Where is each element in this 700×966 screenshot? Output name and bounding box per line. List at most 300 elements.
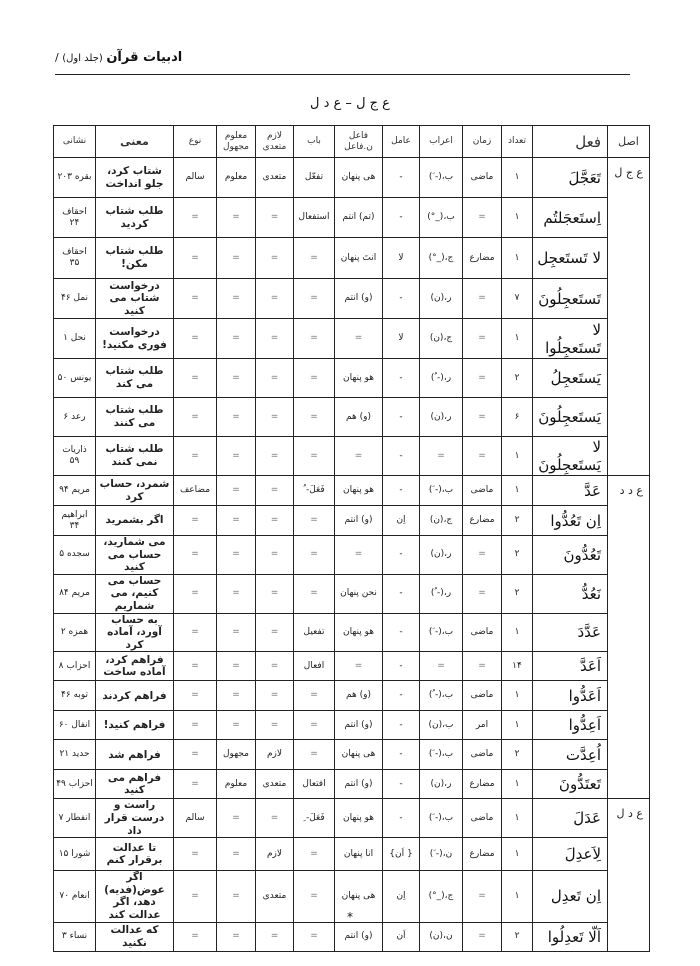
voice-cell: =: [217, 198, 256, 238]
root-cell: ع د ل: [608, 799, 650, 951]
amil-cell: -: [383, 574, 420, 613]
root-cell: ع د د: [608, 476, 650, 799]
voice-cell: =: [217, 681, 256, 711]
meaning-cell: شمرد، حساب کرد: [96, 476, 174, 506]
amil-cell: -: [383, 770, 420, 799]
form-cell: =: [294, 279, 335, 319]
count-cell: ۱: [502, 437, 533, 476]
transitivity-cell: متعدی: [256, 770, 294, 799]
form-cell: افتعال: [294, 770, 335, 799]
voice-cell: =: [217, 359, 256, 398]
count-cell: ۱: [502, 799, 533, 838]
irab-cell: ر،(- ُ): [420, 574, 463, 613]
meaning-cell: طلب شتاب می کنند: [96, 398, 174, 437]
type-cell: مضاعف: [174, 476, 217, 506]
type-cell: =: [174, 871, 217, 922]
reference-cell: همزه ۲: [54, 613, 96, 652]
table-row: [54, 770, 650, 799]
meaning-cell: فراهم کرد، آماده ساخت: [96, 652, 174, 681]
type-cell: =: [174, 652, 217, 681]
col-header-root: اصل: [608, 126, 650, 158]
section-title: ع ج ل – ع د ل: [310, 96, 390, 111]
voice-cell: مجهول: [217, 740, 256, 770]
irab-cell: ن،(ن): [420, 922, 463, 951]
voice-cell: =: [217, 652, 256, 681]
transitivity-cell: =: [256, 238, 294, 279]
count-cell: ۱: [502, 613, 533, 652]
col-header-form: باب: [294, 126, 335, 158]
tense-cell: =: [463, 536, 502, 575]
transitivity-cell: =: [256, 652, 294, 681]
verb-cell: تَعَجَّلَ: [533, 158, 608, 198]
form-cell: استفعال: [294, 198, 335, 238]
table-row: [54, 506, 650, 536]
col-header-voice: معلوم مجهول: [217, 126, 256, 158]
amil-cell: -: [383, 279, 420, 319]
tense-cell: مضارع: [463, 838, 502, 871]
transitivity-cell: =: [256, 506, 294, 536]
verb-cell: لا یَستَعجِلُونَ: [533, 437, 608, 476]
subject-cell: هو پنهان: [335, 359, 383, 398]
verb-cell: تَعتَدُّونَ: [533, 770, 608, 799]
transitivity-cell: لازم: [256, 740, 294, 770]
table-row: [54, 711, 650, 740]
reference-cell: انعام ۷۰: [54, 871, 96, 922]
transitivity-cell: =: [256, 799, 294, 838]
voice-cell: =: [217, 398, 256, 437]
transitivity-cell: =: [256, 319, 294, 359]
table-row: [54, 398, 650, 437]
verb-analysis-table: [53, 125, 650, 952]
count-cell: ۱: [502, 711, 533, 740]
subject-cell: (و) انتم: [335, 279, 383, 319]
subject-cell: هی پنهان: [335, 158, 383, 198]
page-separator: /: [55, 51, 59, 64]
irab-cell: ب،(- َ): [420, 158, 463, 198]
transitivity-cell: =: [256, 437, 294, 476]
voice-cell: =: [217, 506, 256, 536]
amil-cell: -: [383, 740, 420, 770]
count-cell: ۱: [502, 476, 533, 506]
tense-cell: مضارع: [463, 238, 502, 279]
amil-cell: -: [383, 711, 420, 740]
subject-cell: (و) انتم: [335, 506, 383, 536]
type-cell: =: [174, 536, 217, 575]
count-cell: ۱: [502, 871, 533, 922]
reference-cell: ابراهیم ۳۴: [54, 506, 96, 536]
amil-cell: لا: [383, 238, 420, 279]
book-title: ادبیات قرآن: [106, 50, 183, 65]
meaning-cell: فراهم کردند: [96, 681, 174, 711]
tense-cell: =: [463, 319, 502, 359]
count-cell: ۱: [502, 198, 533, 238]
subject-cell: (و) هم: [335, 681, 383, 711]
voice-cell: معلوم: [217, 770, 256, 799]
root-cell: ع ج ل: [608, 158, 650, 476]
verb-cell: نَعُدُّ: [533, 574, 608, 613]
type-cell: سالم: [174, 158, 217, 198]
transitivity-cell: لازم: [256, 838, 294, 871]
table-row: [54, 198, 650, 238]
footer-asterisk: *: [347, 910, 353, 924]
type-cell: =: [174, 506, 217, 536]
voice-cell: =: [217, 279, 256, 319]
reference-cell: احزاب ۴۹: [54, 770, 96, 799]
amil-cell: -: [383, 158, 420, 198]
subject-cell: هو پنهان: [335, 613, 383, 652]
form-cell: =: [294, 359, 335, 398]
col-header-reference: نشانی: [54, 126, 96, 158]
form-cell: =: [294, 319, 335, 359]
verb-cell: اَعَدَّ: [533, 652, 608, 681]
type-cell: =: [174, 681, 217, 711]
count-cell: ۱: [502, 238, 533, 279]
voice-cell: =: [217, 574, 256, 613]
subject-cell: انا پنهان: [335, 838, 383, 871]
count-cell: ۶: [502, 398, 533, 437]
tense-cell: =: [463, 279, 502, 319]
irab-cell: ج،(_°): [420, 871, 463, 922]
count-cell: ۲: [502, 359, 533, 398]
verb-cell: اِن تَعُدُّوا: [533, 506, 608, 536]
form-cell: افعال: [294, 652, 335, 681]
form-cell: =: [294, 922, 335, 951]
col-header-type: نوع: [174, 126, 217, 158]
irab-cell: ر،(ن): [420, 398, 463, 437]
amil-cell: اَن: [383, 922, 420, 951]
reference-cell: توبه ۴۶: [54, 681, 96, 711]
meaning-cell: می شمارید، حساب می کنید: [96, 536, 174, 575]
amil-cell: -: [383, 476, 420, 506]
type-cell: =: [174, 711, 217, 740]
col-header-transitivity: لازم متعدی: [256, 126, 294, 158]
meaning-cell: که عدالت نکنید: [96, 922, 174, 951]
type-cell: =: [174, 198, 217, 238]
amil-cell: لا: [383, 319, 420, 359]
reference-cell: احقاف ۳۵: [54, 238, 96, 279]
table-row: [54, 681, 650, 711]
form-cell: =: [294, 740, 335, 770]
voice-cell: =: [217, 799, 256, 838]
verb-cell: لِاَعدِلَ: [533, 838, 608, 871]
reference-cell: شورا ۱۵: [54, 838, 96, 871]
tense-cell: =: [463, 574, 502, 613]
col-header-meaning: معنی: [96, 126, 174, 158]
table-header-row: [54, 126, 650, 158]
table-row: [54, 613, 650, 652]
table-row: [54, 238, 650, 279]
irab-cell: ر،(- ُ): [420, 359, 463, 398]
voice-cell: =: [217, 238, 256, 279]
reference-cell: سجده ۵: [54, 536, 96, 575]
transitivity-cell: =: [256, 536, 294, 575]
irab-cell: ج،(_°): [420, 238, 463, 279]
amil-cell: -: [383, 652, 420, 681]
form-cell: تفعیل: [294, 613, 335, 652]
voice-cell: معلوم: [217, 158, 256, 198]
amil-cell: -: [383, 437, 420, 476]
reference-cell: حدید ۲۱: [54, 740, 96, 770]
table-row: [54, 319, 650, 359]
reference-cell: احزاب ۸: [54, 652, 96, 681]
meaning-cell: طلب شتاب کردید: [96, 198, 174, 238]
meaning-cell: درخواست فوری مکنید!: [96, 319, 174, 359]
count-cell: ۲: [502, 740, 533, 770]
amil-cell: { اَن}: [383, 838, 420, 871]
form-cell: =: [294, 398, 335, 437]
volume-label: (جلد اول): [62, 53, 103, 64]
form-cell: تفعّل: [294, 158, 335, 198]
verb-cell: تَعُدُّونَ: [533, 536, 608, 575]
form-cell: =: [294, 506, 335, 536]
form-cell: =: [294, 574, 335, 613]
form-cell: =: [294, 711, 335, 740]
tense-cell: =: [463, 871, 502, 922]
count-cell: ۱: [502, 838, 533, 871]
tense-cell: امر: [463, 711, 502, 740]
irab-cell: ر،(ن): [420, 279, 463, 319]
voice-cell: =: [217, 711, 256, 740]
irab-cell: ب،(- َ): [420, 613, 463, 652]
amil-cell: -: [383, 799, 420, 838]
type-cell: =: [174, 398, 217, 437]
tense-cell: =: [463, 359, 502, 398]
irab-cell: ن،(- َ): [420, 838, 463, 871]
tense-cell: مضارع: [463, 770, 502, 799]
voice-cell: =: [217, 922, 256, 951]
meaning-cell: فراهم می کنید: [96, 770, 174, 799]
col-header-irab: اعراب: [420, 126, 463, 158]
irab-cell: =: [420, 652, 463, 681]
reference-cell: نساء ۳: [54, 922, 96, 951]
count-cell: ۲: [502, 574, 533, 613]
verb-cell: تَستَعجِلُونَ: [533, 279, 608, 319]
transitivity-cell: متعدی: [256, 871, 294, 922]
table-row: [54, 437, 650, 476]
irab-cell: ب،(- ُ): [420, 681, 463, 711]
count-cell: ۲: [502, 506, 533, 536]
verb-cell: یَستَعجِلُونَ: [533, 398, 608, 437]
subject-cell: هی پنهان: [335, 871, 383, 922]
table-row: [54, 279, 650, 319]
table-row: [54, 536, 650, 575]
verb-cell: لا تَستَعجِلُوا: [533, 319, 608, 359]
irab-cell: =: [420, 437, 463, 476]
table-row: [54, 740, 650, 770]
count-cell: ۱: [502, 770, 533, 799]
table-row: [54, 574, 650, 613]
col-header-subject: فاعل ن.فاعل: [335, 126, 383, 158]
col-header-verb: فعل: [533, 126, 608, 158]
verb-cell: اِن تَعدِل: [533, 871, 608, 922]
form-cell: =: [294, 681, 335, 711]
transitivity-cell: =: [256, 198, 294, 238]
type-cell: =: [174, 437, 217, 476]
irab-cell: ر،(ن): [420, 770, 463, 799]
reference-cell: ذاریات ۵۹: [54, 437, 96, 476]
type-cell: =: [174, 770, 217, 799]
subject-cell: انتَ پنهان: [335, 238, 383, 279]
tense-cell: =: [463, 652, 502, 681]
meaning-cell: فراهم کنید!: [96, 711, 174, 740]
subject-cell: هو پنهان: [335, 799, 383, 838]
transitivity-cell: =: [256, 476, 294, 506]
count-cell: ۲: [502, 922, 533, 951]
voice-cell: =: [217, 871, 256, 922]
subject-cell: نحن پنهان: [335, 574, 383, 613]
subject-cell: (و) انتم: [335, 711, 383, 740]
count-cell: ۱۴: [502, 652, 533, 681]
tense-cell: =: [463, 922, 502, 951]
transitivity-cell: =: [256, 574, 294, 613]
count-cell: ۱: [502, 158, 533, 198]
type-cell: =: [174, 838, 217, 871]
transitivity-cell: =: [256, 359, 294, 398]
subject-cell: =: [335, 437, 383, 476]
reference-cell: نحل ۱: [54, 319, 96, 359]
transitivity-cell: =: [256, 711, 294, 740]
subject-cell: (و) انتم: [335, 770, 383, 799]
col-header-tense: زمان: [463, 126, 502, 158]
verb-cell: یَستَعجِلُ: [533, 359, 608, 398]
amil-cell: اِن: [383, 871, 420, 922]
type-cell: =: [174, 613, 217, 652]
tense-cell: مضارع: [463, 506, 502, 536]
subject-cell: =: [335, 536, 383, 575]
verb-cell: اَلّا تَعدِلُوا: [533, 922, 608, 951]
tense-cell: =: [463, 398, 502, 437]
table-row: [54, 158, 650, 198]
meaning-cell: تا عدالت برقرار کنم: [96, 838, 174, 871]
form-cell: فَعَلَ- ِ: [294, 799, 335, 838]
count-cell: ۷: [502, 279, 533, 319]
irab-cell: ر،(ن): [420, 536, 463, 575]
reference-cell: مریم ۹۴: [54, 476, 96, 506]
col-header-amil: عامل: [383, 126, 420, 158]
form-cell: =: [294, 838, 335, 871]
amil-cell: -: [383, 198, 420, 238]
irab-cell: ب،(- َ): [420, 799, 463, 838]
reference-cell: یونس ۵۰: [54, 359, 96, 398]
type-cell: =: [174, 574, 217, 613]
tense-cell: =: [463, 437, 502, 476]
irab-cell: ب،(- َ): [420, 476, 463, 506]
form-cell: =: [294, 437, 335, 476]
voice-cell: =: [217, 838, 256, 871]
form-cell: فَعَلَ- ُ: [294, 476, 335, 506]
table-row: [54, 799, 650, 838]
meaning-cell: راست و درست قرار داد: [96, 799, 174, 838]
subject-cell: هی پنهان: [335, 740, 383, 770]
tense-cell: ماضی: [463, 799, 502, 838]
table-row: [54, 652, 650, 681]
subject-cell: (و) هم: [335, 398, 383, 437]
meaning-cell: طلب شتاب می کند: [96, 359, 174, 398]
tense-cell: ماضی: [463, 740, 502, 770]
meaning-cell: اگر بشمرید: [96, 506, 174, 536]
type-cell: =: [174, 238, 217, 279]
meaning-cell: اگر عوض(فدیه) دهد، اگر عدالت کند: [96, 871, 174, 922]
type-cell: =: [174, 740, 217, 770]
verb-cell: عَدَّدَ: [533, 613, 608, 652]
count-cell: ۲: [502, 536, 533, 575]
type-cell: سالم: [174, 799, 217, 838]
transitivity-cell: =: [256, 279, 294, 319]
voice-cell: =: [217, 476, 256, 506]
irab-cell: ب،(ن): [420, 711, 463, 740]
table-row: [54, 838, 650, 871]
reference-cell: مریم ۸۴: [54, 574, 96, 613]
reference-cell: انفال ۶۰: [54, 711, 96, 740]
reference-cell: بقره ۲۰۳: [54, 158, 96, 198]
verb-cell: اَعِدُّوا: [533, 711, 608, 740]
meaning-cell: طلب شتاب مکن!: [96, 238, 174, 279]
voice-cell: =: [217, 536, 256, 575]
tense-cell: ماضی: [463, 158, 502, 198]
amil-cell: -: [383, 681, 420, 711]
irab-cell: ب،(- َ): [420, 740, 463, 770]
subject-cell: =: [335, 652, 383, 681]
running-head: [55, 50, 182, 65]
reference-cell: احقاف ۲۴: [54, 198, 96, 238]
table-row: [54, 359, 650, 398]
verb-cell: لا تَستَعجِل: [533, 238, 608, 279]
subject-cell: =: [335, 319, 383, 359]
transitivity-cell: =: [256, 613, 294, 652]
voice-cell: =: [217, 319, 256, 359]
transitivity-cell: متعدی: [256, 158, 294, 198]
meaning-cell: طلب شتاب نمی کنند: [96, 437, 174, 476]
meaning-cell: درخواست شتاب می کنید: [96, 279, 174, 319]
header-rule: [55, 74, 630, 75]
voice-cell: =: [217, 437, 256, 476]
transitivity-cell: =: [256, 681, 294, 711]
meaning-cell: شتاب کرد، جلو انداخت: [96, 158, 174, 198]
count-cell: ۱: [502, 681, 533, 711]
type-cell: =: [174, 922, 217, 951]
reference-cell: رعد ۶: [54, 398, 96, 437]
irab-cell: ج،(ن): [420, 506, 463, 536]
verb-cell: اِستَعجَلتُم: [533, 198, 608, 238]
tense-cell: ماضی: [463, 476, 502, 506]
subject-cell: هو پنهان: [335, 476, 383, 506]
meaning-cell: فراهم شد: [96, 740, 174, 770]
verb-cell: اُعِدَّت: [533, 740, 608, 770]
reference-cell: نمل ۴۶: [54, 279, 96, 319]
verb-cell: اَعَدُّوا: [533, 681, 608, 711]
voice-cell: =: [217, 613, 256, 652]
subject-cell: (تم) انتم: [335, 198, 383, 238]
tense-cell: ماضی: [463, 681, 502, 711]
form-cell: =: [294, 871, 335, 922]
irab-cell: ب،(_°): [420, 198, 463, 238]
col-header-count: تعداد: [502, 126, 533, 158]
amil-cell: -: [383, 398, 420, 437]
amil-cell: -: [383, 359, 420, 398]
irab-cell: ج،(ن): [420, 319, 463, 359]
table-row: [54, 476, 650, 506]
tense-cell: ماضی: [463, 613, 502, 652]
tense-cell: =: [463, 198, 502, 238]
amil-cell: -: [383, 536, 420, 575]
count-cell: ۱: [502, 319, 533, 359]
type-cell: =: [174, 279, 217, 319]
type-cell: =: [174, 319, 217, 359]
amil-cell: اِن: [383, 506, 420, 536]
table-row: [54, 922, 650, 951]
verb-cell: عَدَّ: [533, 476, 608, 506]
form-cell: =: [294, 238, 335, 279]
